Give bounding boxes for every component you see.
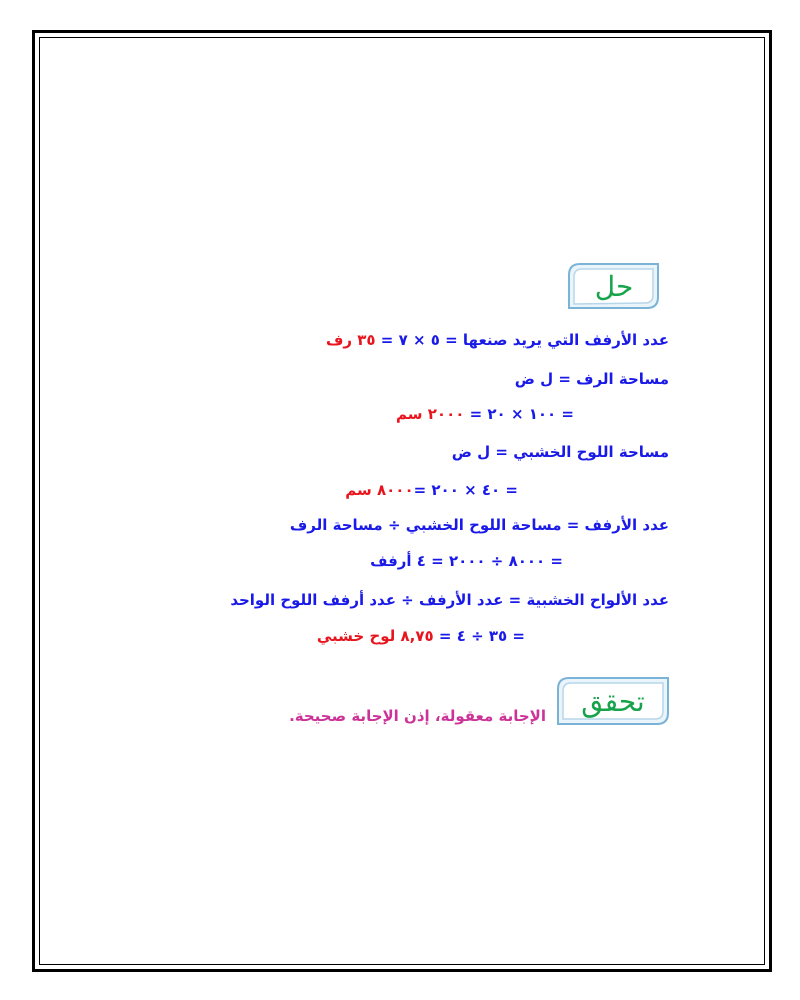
shelf-area-result: ٢٠٠٠ سم: [396, 405, 465, 423]
shelf-area-calc-text: = ١٠٠ × ٢٠ =: [464, 405, 574, 423]
solution-label: [566, 261, 662, 311]
shelves-count-line: [326, 330, 669, 350]
shelves-count-text: عدد الأرفف التي يريد صنعها = ٥ × ٧ =: [375, 331, 669, 349]
shelf-area-calc: [396, 404, 574, 424]
solution-badge: [566, 261, 662, 311]
boards-count-calc-text: = ٣٥ ÷ ٤ =: [433, 627, 525, 645]
boards-count-calc: [317, 626, 525, 646]
shelves-per-board-formula: عدد الأرفف = مساحة اللوح الخشبي ÷ مساحة الرف: [289, 516, 669, 534]
page-border-inner: [39, 37, 765, 965]
check-badge: [555, 675, 671, 727]
board-area-result: ٨٠٠٠ سم: [345, 481, 414, 499]
solution-label-text: حل: [594, 269, 634, 303]
boards-count-result: ٨,٧٥ لوح خشبي: [316, 627, 434, 645]
check-label-text: تحقق: [581, 684, 645, 718]
shelves-count-result: ٣٥ رف: [325, 331, 376, 349]
shelf-area-formula: مساحة الرف = ل ض: [514, 370, 669, 388]
boards-count-formula: عدد الألواح الخشبية = عدد الأرفف ÷ عدد أرفف اللوح الواحد: [230, 591, 669, 609]
board-area-calc: [345, 480, 518, 500]
check-statement: الإجابة معقولة، إذن الإجابة صحيحة.: [289, 707, 546, 725]
board-area-calc-text: = ٤٠ × ٢٠٠ =: [413, 481, 518, 499]
shelves-per-board-calc: = ٨٠٠٠ ÷ ٢٠٠٠ = ٤ أرفف: [370, 552, 563, 570]
board-area-formula: مساحة اللوح الخشبي = ل ض: [451, 443, 669, 461]
check-label: [555, 675, 671, 727]
